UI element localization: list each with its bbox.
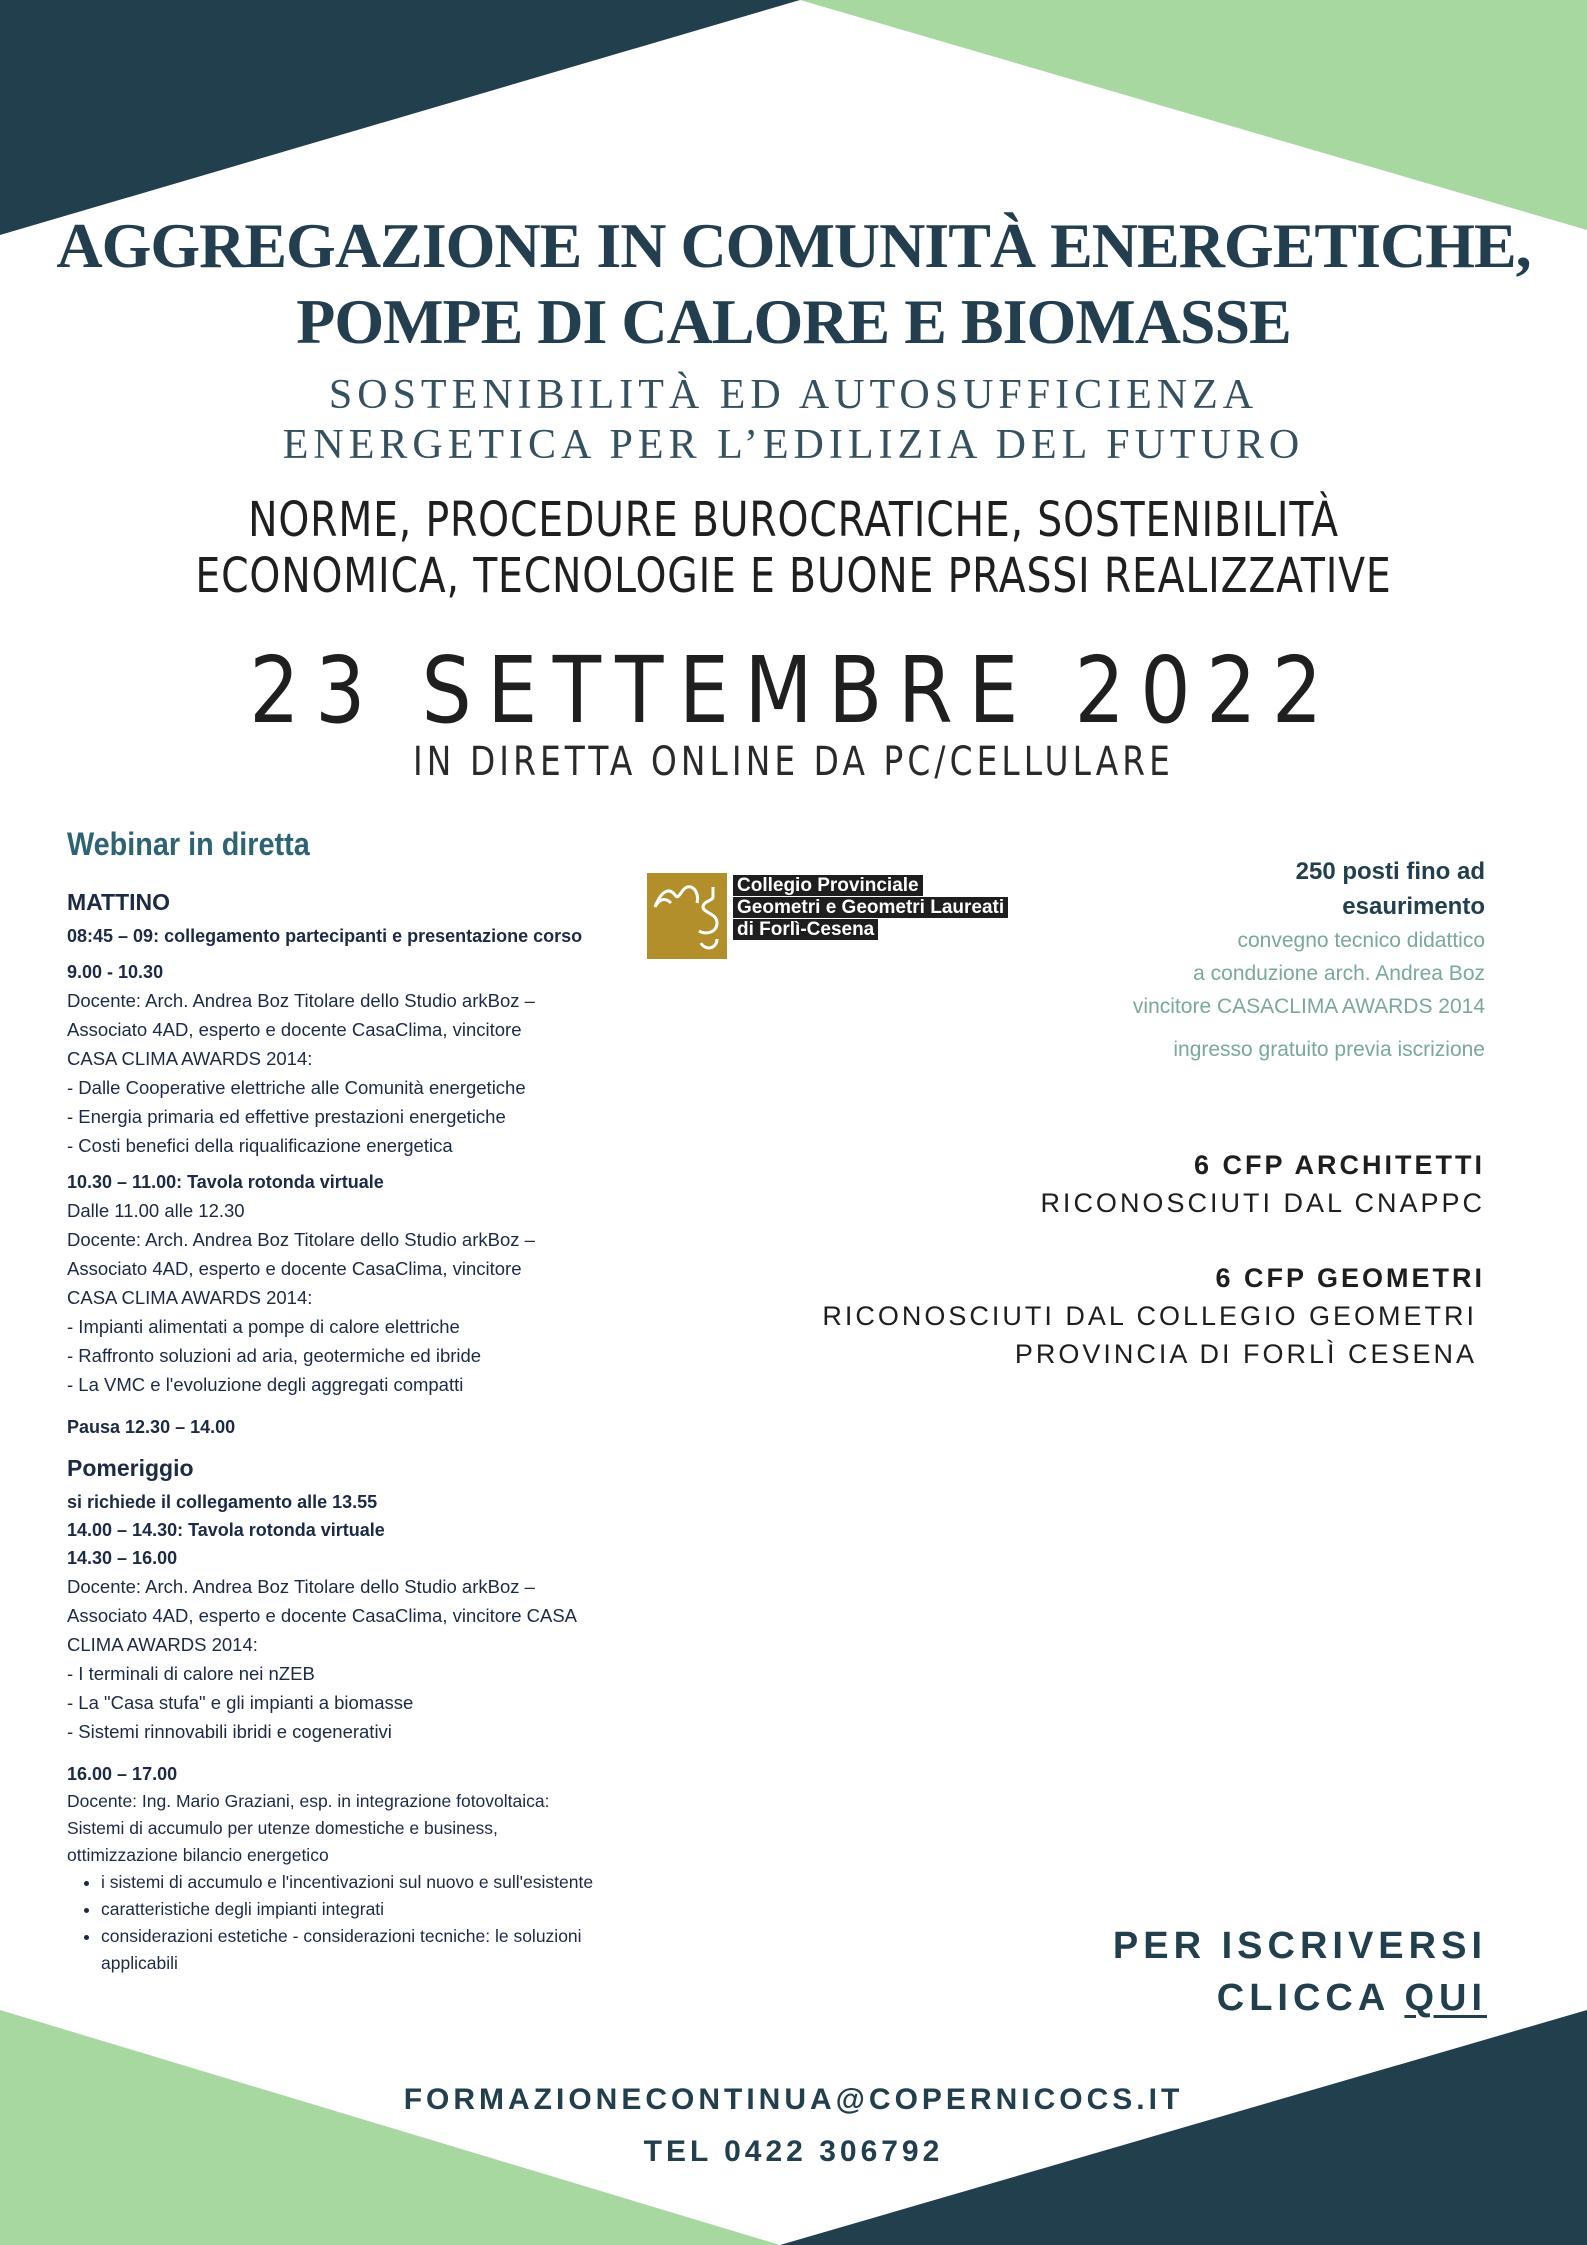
cg-monogram-icon: [647, 873, 727, 959]
morning-slot-2-line: - Dalle Cooperative elettriche alle Comunità energetiche: [67, 1077, 526, 1098]
signup-line-1: PER ISCRIVERSI: [1112, 1925, 1487, 1967]
lunch-break: Pausa 12.30 – 14.00: [67, 1417, 236, 1437]
last-slot-time: 16.00 – 17.00: [67, 1764, 178, 1784]
convegno-line: vincitore CASACLIMA AWARDS 2014: [1132, 995, 1485, 1018]
main-title: [0, 208, 1587, 360]
contact-phone: TEL 0422 306792: [643, 2135, 944, 2168]
afternoon-line: Docente: Arch. Andrea Boz Titolare dello Studio arkBoz –: [67, 1576, 535, 1597]
logo-text-line-1: Collegio Provinciale: [733, 875, 923, 896]
signup-prefix: CLICCA: [1216, 1977, 1405, 2019]
morning-slot-3-line: - Impianti alimentati a pompe di calore elettriche: [67, 1316, 460, 1337]
afternoon-bold-line: 14.30 – 16.00: [67, 1548, 178, 1568]
event-info: [965, 854, 1485, 1066]
last-slot-line: Sistemi di accumulo per utenze domestiche e business,: [67, 1818, 498, 1838]
seats-line-1: 250 posti fino ad: [1295, 858, 1485, 885]
morning-slot-2-line: - Energia primaria ed effettive prestazioni energetiche: [67, 1106, 506, 1127]
event-date: 23 SETTEMBRE 2022: [249, 637, 1338, 744]
afternoon-line: - I terminali di calore nei nZEB: [67, 1663, 315, 1684]
cfp-architetti: [785, 1146, 1485, 1222]
topics-line-2: ECONOMICA, TECNOLOGIE E BUONE PRASSI REALIZZATIVE: [195, 548, 1392, 604]
collegio-logo-mark: [647, 873, 727, 959]
morning-slot-3-line: Associato 4AD, esperto e docente CasaClima, vincitore: [67, 1258, 522, 1279]
bottom-right-navy-shape: [780, 2010, 1587, 2245]
bullet-item: • considerazioni estetiche - considerazioni tecniche: le soluzioni applicabili: [101, 1923, 612, 1977]
bottom-left-green-shape: [0, 2010, 780, 2245]
program-heading: Webinar in diretta: [67, 826, 310, 862]
afternoon-line: CLIMA AWARDS 2014:: [67, 1634, 258, 1655]
signup-callout: [1113, 1920, 1487, 2024]
top-left-navy-shape: [0, 0, 800, 235]
free-entry-note: ingresso gratuito previa iscrizione: [1173, 1038, 1485, 1061]
cfp-architetti-text: RICONOSCIUTI DAL CNAPPC: [1040, 1188, 1485, 1218]
afternoon-label: Pomeriggio: [67, 1455, 194, 1481]
signup-line-2: [1113, 1972, 1487, 2024]
seats-line-2: esaurimento: [1342, 893, 1485, 920]
cfp-geometri: [785, 1259, 1485, 1373]
afternoon-bold-line: 14.00 – 14.30: Tavola rotonda virtuale: [67, 1520, 385, 1540]
morning-slot-3-time: 10.30 – 11.00: Tavola rotonda virtuale: [67, 1172, 384, 1192]
program-column: [67, 826, 612, 1977]
morning-slot-2-line: Associato 4AD, esperto e docente CasaClima, vincitore: [67, 1019, 522, 1040]
convegno-line: a conduzione arch. Andrea Boz: [1193, 962, 1485, 985]
topics-heading: [143, 492, 1444, 604]
afternoon-line: - Sistemi rinnovabili ibridi e cogenerativi: [67, 1721, 392, 1742]
morning-slot-2-time: 9.00 - 10.30: [67, 962, 164, 982]
afternoon-line: - La "Casa stufa" e gli impianti a biomasse: [67, 1692, 414, 1713]
signup-link[interactable]: QUI: [1404, 1977, 1487, 2019]
title-line-2: POMPE DI CALORE E BIOMASSE: [296, 286, 1291, 357]
top-right-green-shape: [800, 0, 1587, 230]
morning-label: MATTINO: [67, 889, 171, 915]
cfp-geometri-text-1: RICONOSCIUTI DAL COLLEGIO GEOMETRI: [822, 1301, 1477, 1331]
topics-line-1: NORME, PROCEDURE BUROCRATICHE, SOSTENIBILITÀ: [248, 492, 1339, 548]
morning-slot-3-line: - Raffronto soluzioni ad aria, geotermiche ed ibride: [67, 1345, 482, 1366]
morning-slot-1: 08:45 – 09: collegamento partecipanti e presentazione corso: [67, 926, 583, 946]
afternoon-bold-line: si richiede il collegamento alle 13.55: [67, 1492, 378, 1512]
contact-email[interactable]: FORMAZIONECONTINUA@COPERNICOCS.IT: [403, 2083, 1184, 2116]
morning-slot-3-line: Docente: Arch. Andrea Boz Titolare dello Studio arkBoz –: [67, 1229, 535, 1250]
convegno-line: convegno tecnico didattico: [1237, 929, 1485, 952]
last-slot-bullets: [67, 1869, 612, 1977]
event-mode: IN DIRETTA ONLINE DA PC/CELLULARE: [413, 739, 1174, 785]
morning-slot-2-line: CASA CLIMA AWARDS 2014:: [67, 1048, 313, 1069]
logo-text-line-2: Geometri e Geometri Laureati: [733, 897, 1008, 918]
morning-slot-2-line: Docente: Arch. Andrea Boz Titolare dello Studio arkBoz –: [67, 990, 535, 1011]
cfp-geometri-text-2: PROVINCIA DI FORLÌ CESENA: [1014, 1339, 1477, 1369]
bullet-item: • i sistemi di accumulo e l'incentivazioni sul nuovo e sull'esistente: [101, 1869, 612, 1896]
title-line-1: AGGREGAZIONE IN COMUNITÀ ENERGETICHE,: [56, 210, 1531, 281]
morning-slot-3-line: Dalle 11.00 alle 12.30: [67, 1200, 245, 1221]
subtitle-line-2: ENERGETICA PER L’EDILIZIA DEL FUTURO: [282, 422, 1305, 468]
morning-slot-3-line: - La VMC e l'evoluzione degli aggregati compatti: [67, 1374, 464, 1395]
subtitle: [0, 370, 1587, 470]
morning-slot-2-line: - Costi benefici della riqualificazione energetica: [67, 1135, 453, 1156]
logo-text-line-3: di Forlì-Cesena: [733, 919, 878, 940]
bullet-item: • caratteristiche degli impianti integrati: [101, 1896, 612, 1923]
cfp-geometri-heading: 6 CFP GEOMETRI: [1215, 1263, 1485, 1293]
afternoon-line: Associato 4AD, esperto e docente CasaClima, vincitore CASA: [67, 1605, 578, 1626]
last-slot-line: ottimizzazione bilancio energetico: [67, 1845, 329, 1865]
cfp-architetti-heading: 6 CFP ARCHITETTI: [1193, 1150, 1485, 1180]
last-slot-line: Docente: Ing. Mario Graziani, esp. in integrazione fotovoltaica:: [67, 1791, 550, 1811]
subtitle-line-1: SOSTENIBILITÀ ED AUTOSUFFICIENZA: [328, 372, 1259, 418]
morning-slot-3-line: CASA CLIMA AWARDS 2014:: [67, 1287, 313, 1308]
